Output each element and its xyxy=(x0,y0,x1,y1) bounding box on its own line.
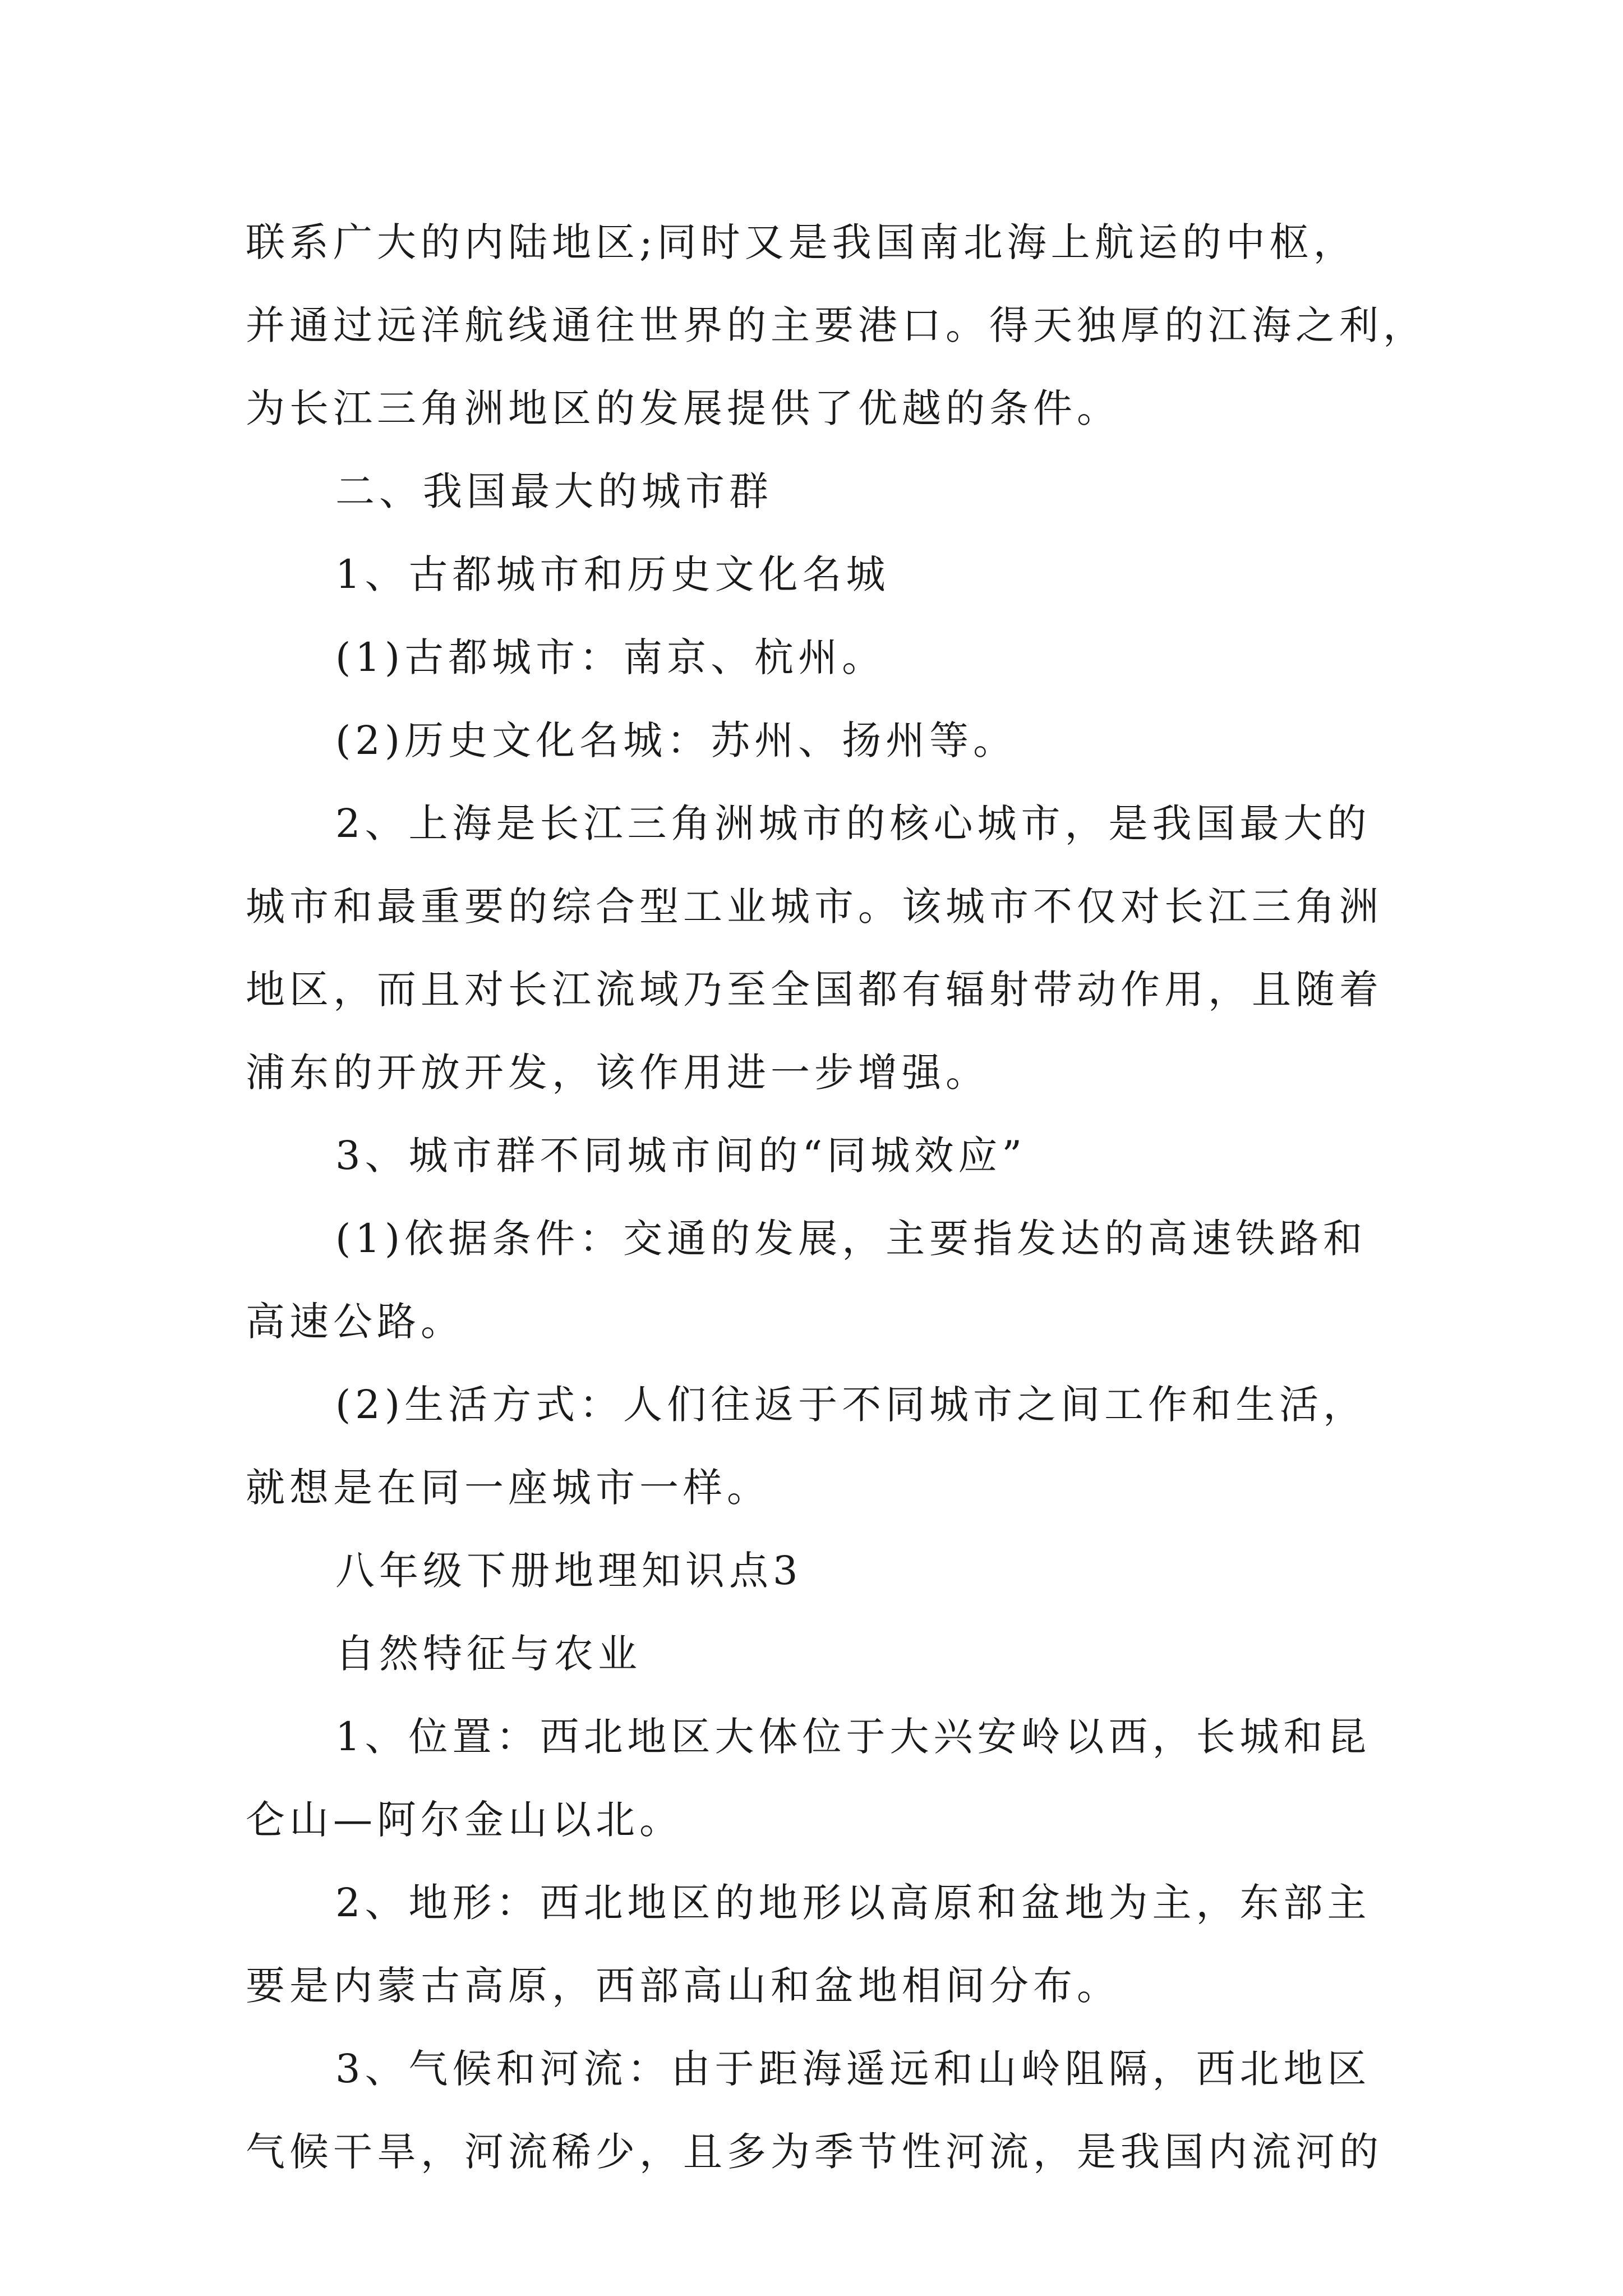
paragraph-line: (1)依据条件：交通的发展，主要指发达的高速铁路和 xyxy=(335,1216,1367,1262)
paragraph-line: 1、位置：西北地区大体位于大兴安岭以西，长城和昆 xyxy=(335,1714,1371,1760)
paragraph-line: (2)生活方式：人们往返于不同城市之间工作和生活， xyxy=(335,1382,1367,1428)
section-title: 八年级下册地理知识点3 xyxy=(335,1548,803,1594)
paragraph-line: 并通过远洋航线通往世界的主要港口。得天独厚的江海之利， xyxy=(246,302,1427,348)
paragraph-line: 就想是在同一座城市一样。 xyxy=(246,1465,771,1511)
paragraph-line: 仑山—阿尔金山以北。 xyxy=(246,1797,683,1843)
paragraph-line: 3、气候和河流：由于距海遥远和山岭阻隔，西北地区 xyxy=(335,2046,1371,2092)
paragraph-line: 2、地形：西北地区的地形以高原和盆地为主，东部主 xyxy=(335,1880,1371,1926)
section-heading: 二、我国最大的城市群 xyxy=(335,468,773,514)
section-heading: 自然特征与农业 xyxy=(335,1631,642,1677)
paragraph-line: 地区，而且对长江流域乃至全国都有辐射带动作用，且随着 xyxy=(246,967,1383,1013)
paragraph-line: 为长江三角洲地区的发展提供了优越的条件。 xyxy=(246,385,1121,431)
paragraph-line: 气候干旱，河流稀少，且多为季节性河流，是我国内流河的 xyxy=(246,2129,1383,2175)
paragraph-line: (2)历史文化名城：苏州、扬州等。 xyxy=(335,717,1017,763)
paragraph-line: 高速公路。 xyxy=(246,1299,464,1345)
paragraph-line: 城市和最重要的综合型工业城市。该城市不仅对长江三角洲 xyxy=(246,884,1383,930)
paragraph-line: (1)古都城市：南京、杭州。 xyxy=(335,634,886,680)
paragraph-line: 要是内蒙古高原，西部高山和盆地相间分布。 xyxy=(246,1963,1121,2009)
subsection-heading: 1、古都城市和历史文化名城 xyxy=(335,551,890,597)
subsection-heading: 3、城市群不同城市间的“同城效应” xyxy=(335,1133,1027,1179)
paragraph-line: 2、上海是长江三角洲城市的核心城市，是我国最大的 xyxy=(335,800,1371,846)
paragraph-line: 联系广大的内陆地区;同时又是我国南北海上航运的中枢， xyxy=(246,219,1357,265)
paragraph-line: 浦东的开放开发，该作用进一步增强。 xyxy=(246,1050,989,1096)
